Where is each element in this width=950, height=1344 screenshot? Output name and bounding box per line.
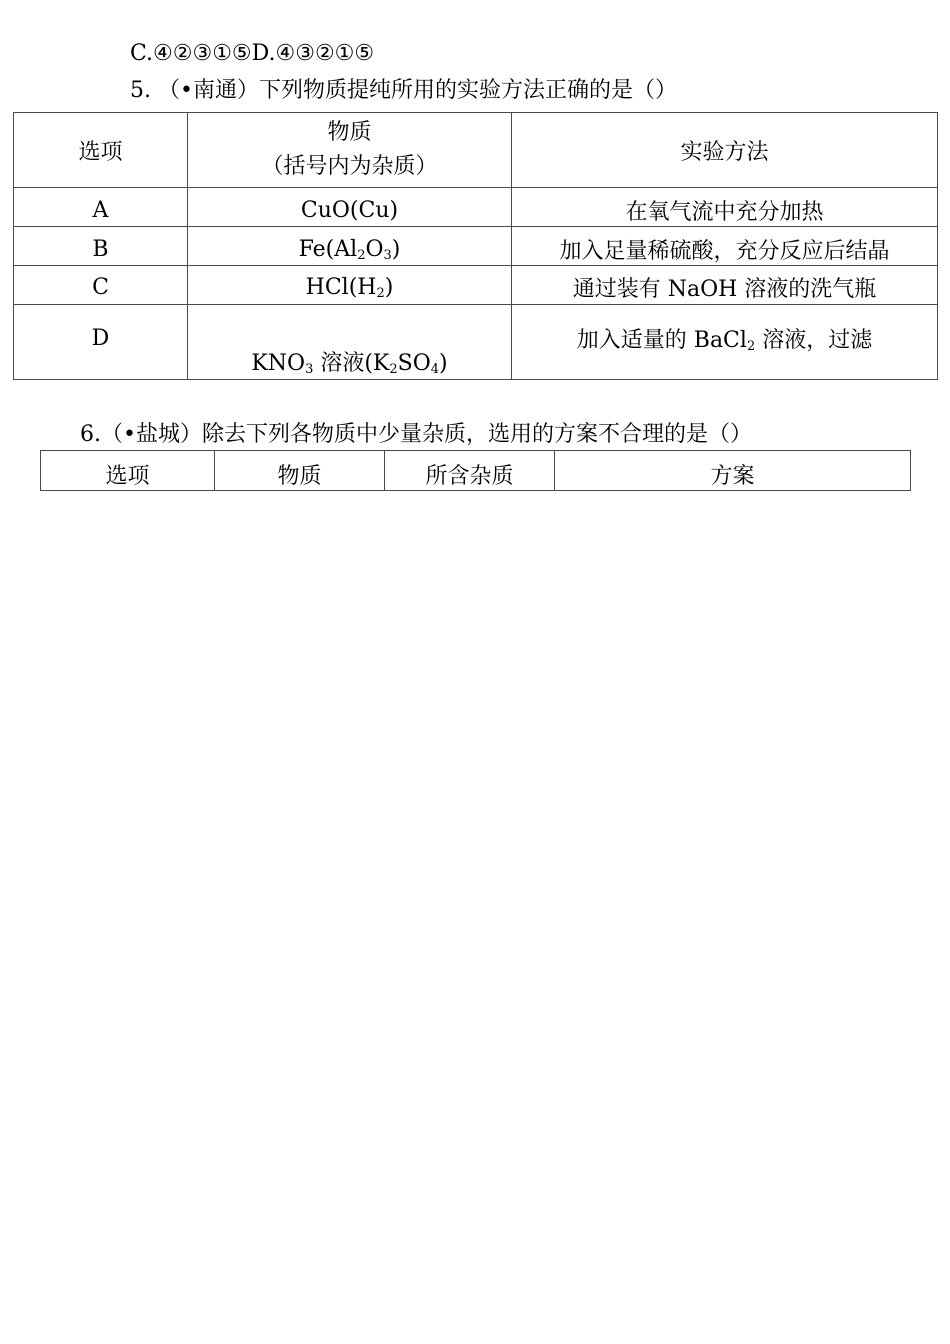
table-header-row (41, 451, 911, 491)
header-substance-line2: （括号内为杂质） (261, 154, 438, 179)
formula-part: HCl(H (305, 274, 377, 300)
substance-cell (188, 188, 512, 227)
table-row (14, 266, 938, 305)
header-method: 实验方法 (512, 113, 938, 188)
method-part: 溶液，过滤 (755, 327, 873, 353)
formula-part: O (365, 236, 384, 262)
header-impurity: 所含杂质 (385, 451, 555, 491)
subscript: 2 (389, 362, 398, 377)
question-6-title: 6.（•盐城）除去下列各物质中少量杂质，选用的方案不合理的是（） (80, 422, 752, 447)
subscript: 4 (430, 362, 440, 377)
subscript: 3 (383, 247, 392, 263)
method-cell: 通过装有 NaOH 溶液的洗气瓶 (512, 266, 938, 305)
table-row (14, 188, 938, 227)
option-cell: B (14, 227, 188, 266)
substance-cell (188, 227, 512, 266)
table-row (14, 305, 938, 380)
formula-part: ) (391, 236, 401, 262)
option-cell: C (14, 266, 188, 305)
header-option: 选项 (41, 451, 215, 491)
question-5-title: 5. （•南通）下列物质提纯所用的实验方法正确的是（） (130, 78, 677, 103)
table-row (14, 227, 938, 266)
answer-options-line: C.④②③①⑤D.④③②①⑤ (130, 41, 375, 66)
method-cell (512, 305, 938, 380)
subscript: 2 (746, 338, 756, 354)
header-plan: 方案 (555, 451, 911, 491)
substance-cell (188, 266, 512, 305)
option-cell: A (14, 188, 188, 227)
formula-part: SO (397, 351, 431, 376)
table-header-row (14, 113, 938, 188)
method-cell: 加入足量稀硫酸，充分反应后结晶 (512, 227, 938, 266)
method-cell: 在氧气流中充分加热 (512, 188, 938, 227)
subscript: 3 (305, 362, 314, 377)
formula-part: Fe(Al (298, 236, 358, 262)
subscript: 2 (376, 285, 385, 301)
formula-part: ) (439, 351, 448, 376)
formula-part: 溶液(K (313, 351, 390, 376)
header-substance-line1: 物质 (327, 120, 372, 145)
header-substance: 物质 (215, 451, 385, 491)
option-cell: D (14, 305, 188, 380)
substance-text: CuO(Cu) (300, 197, 399, 223)
substance-cell (188, 305, 512, 380)
formula-part: KNO (251, 351, 306, 376)
question-6-table (40, 450, 911, 491)
method-part: 加入适量的 BaCl (576, 327, 747, 353)
formula-part: ) (384, 274, 394, 300)
subscript: 2 (357, 247, 366, 263)
header-substance (188, 113, 512, 188)
question-5-table (13, 112, 938, 380)
header-option: 选项 (14, 113, 188, 188)
